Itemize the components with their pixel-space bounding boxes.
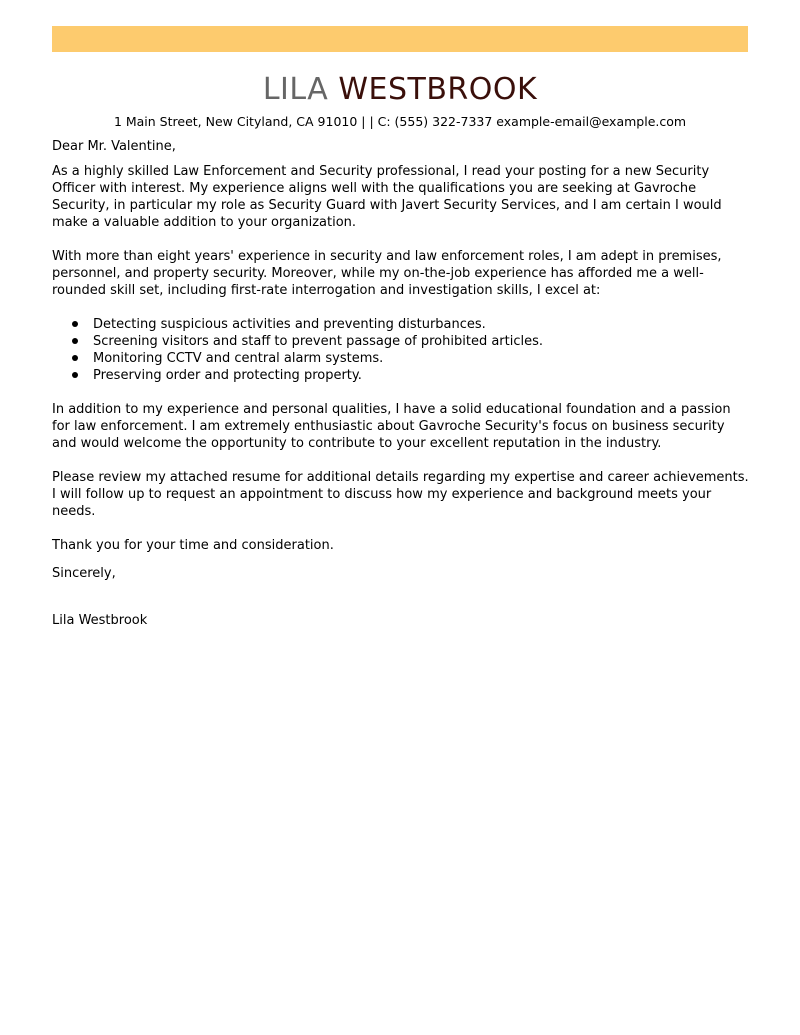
paragraph-education: In addition to my experience and personal qualities, I have a solid educational foundation and a passion for law enforcement. I am extremely enthusiastic about Gavroche Security's focus on business security and would welcome the opportunity to contribute to your excellent reputation in the industry. bbox=[52, 402, 731, 451]
skills-list bbox=[52, 316, 752, 384]
first-name: LILA bbox=[262, 72, 329, 107]
list-item: Monitoring CCTV and central alarm systems. bbox=[52, 350, 752, 367]
header-accent-bar bbox=[52, 26, 748, 52]
list-item: Detecting suspicious activities and preventing disturbances. bbox=[52, 316, 752, 333]
signature-name: Lila Westbrook bbox=[52, 613, 148, 628]
closing-thanks: Thank you for your time and consideration. bbox=[52, 538, 334, 553]
letter-body bbox=[52, 138, 752, 646]
sign-off: Sincerely, bbox=[52, 566, 116, 581]
list-item: Preserving order and protecting property. bbox=[52, 367, 752, 384]
paragraph-experience: With more than eight years' experience in security and law enforcement roles, I am adept in premises, personnel, and property security. Moreover, while my on-the-job experience has afforded me a well-rounded skill set, including first-rate interrogation and investigation skills, I excel at: bbox=[52, 249, 722, 298]
salutation: Dear Mr. Valentine, bbox=[52, 139, 176, 154]
contact-line: 1 Main Street, New Cityland, CA 91010 | | C: (555) 322-7337 example-email@example.com bbox=[113, 114, 687, 129]
paragraph-intro: As a highly skilled Law Enforcement and Security professional, I read your posting for a new Security Officer with interest. My experience aligns well with the qualifications you are seeking at Gavroche Security, in particular my role as Security Guard with Javert Security Services, and I am certain I would make a valuable addition to your organization. bbox=[52, 164, 722, 230]
applicant-name bbox=[0, 70, 800, 110]
paragraph-follow-up: Please review my attached resume for additional details regarding my expertise and career achievements. I will follow up to request an appointment to discuss how my experience and background meets your needs. bbox=[52, 470, 749, 519]
list-item: Screening visitors and staff to prevent passage of prohibited articles. bbox=[52, 333, 752, 350]
last-name: WESTBROOK bbox=[338, 72, 538, 107]
